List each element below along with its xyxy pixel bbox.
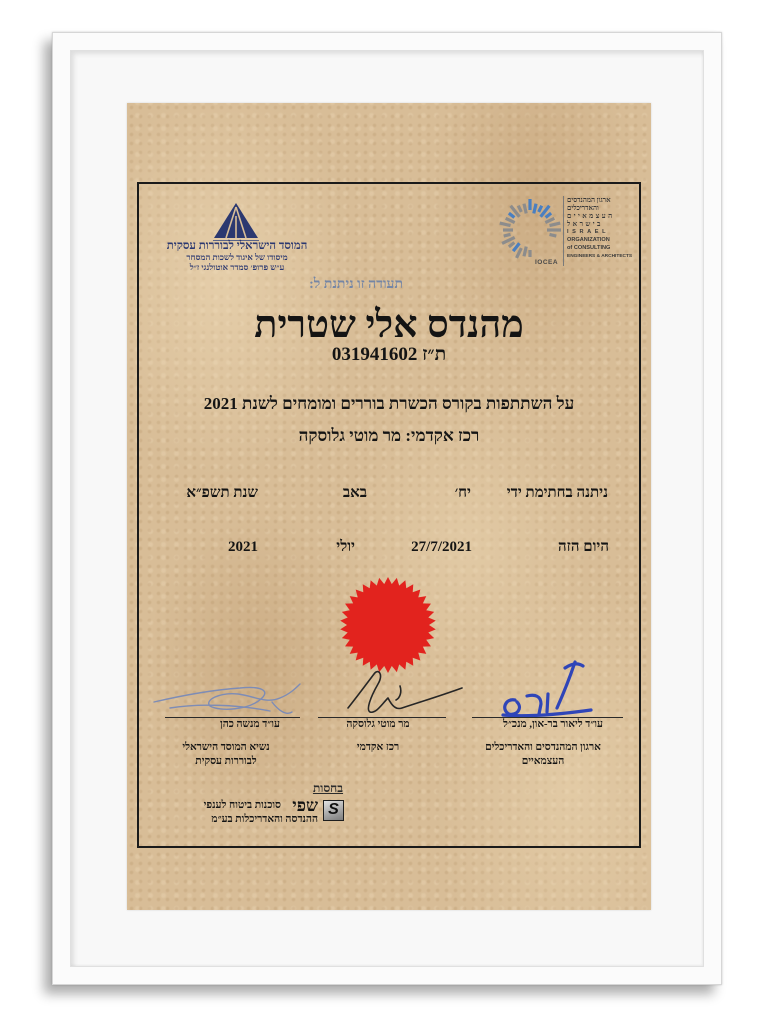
- signatory-title-line: רכז אקדמי: [356, 742, 400, 753]
- given-by-label: ניתנה בחתימת ידי: [506, 485, 608, 501]
- signatory-title-line: לבוררות עסקית: [195, 756, 257, 767]
- sponsor-description-line-2: ההנדסה והאדריכלות בע״מ: [211, 814, 318, 825]
- signatory-title-line: נשיא המוסד הישראלי: [182, 742, 270, 753]
- signatory-title-line: העצמאיים: [521, 756, 565, 767]
- ring-emblem-icon: [497, 196, 563, 266]
- certificate-intro: תעודה זו ניתנת ל:: [309, 277, 403, 292]
- signatory-title-left: [146, 741, 306, 769]
- today-label: היום הזה: [558, 539, 609, 555]
- org-line-8: ENGINEERS & ARCHITECTS: [567, 254, 633, 259]
- gregorian-date: 27/7/2021: [411, 539, 472, 555]
- sponsor-brand: שפי: [292, 796, 318, 815]
- institute-dedication-line: ע״ש פרופ׳ סמדר אוטולנגי ז״ל: [189, 262, 285, 272]
- academic-coordinator: רכז אקדמי: מר מוטי גלוסקה: [298, 426, 480, 445]
- hebrew-day: יח׳: [454, 485, 471, 501]
- org-line-5: ISRAEL: [567, 229, 610, 235]
- signature-line-left: [165, 717, 300, 718]
- org-line-2: והאדריכלים: [567, 204, 599, 212]
- s-logo-icon: S: [323, 800, 344, 821]
- hebrew-month: באב: [342, 485, 367, 501]
- org-line-7: of CONSULTING: [567, 245, 611, 251]
- logo-divider: [563, 196, 564, 266]
- organization-logo-text: [567, 196, 633, 261]
- organization-acronym: IOCEA: [535, 259, 559, 266]
- gregorian-month: יולי: [336, 539, 355, 555]
- signature-line-middle: [318, 717, 446, 718]
- signatory-title-middle: [318, 741, 438, 755]
- gregorian-year: 2021: [228, 539, 258, 555]
- recipient-name: מהנדס אלי שטרית: [254, 304, 524, 346]
- signature-right: [495, 658, 595, 720]
- signatory-name-right: עו״ד ליאור בר-און, מנכ״ל: [503, 719, 603, 730]
- recipient-id: ת״ז 031941602: [331, 344, 447, 365]
- signature-line-right: [472, 717, 623, 718]
- certificate-paper: [127, 103, 651, 910]
- sponsor-description-line-1: סוכנות ביטוח לענפי: [203, 800, 281, 811]
- signature-middle: [340, 668, 465, 718]
- org-line-1: ארגון המהנדסים: [567, 196, 611, 204]
- hebrew-year: שנת תשפ״א: [186, 485, 258, 501]
- signatory-title-line: ארגון המהנדסים והאדריכלים: [485, 742, 601, 753]
- institute-founder-line: מיסודו של איגוד לשכות המסחר: [186, 252, 288, 262]
- org-line-4: בישראל: [567, 220, 603, 228]
- seal-icon: [338, 575, 438, 675]
- institute-logo-text: [137, 240, 337, 272]
- triangle-emblem-icon: [213, 202, 259, 242]
- org-line-3: העצמאיים: [567, 212, 615, 220]
- certificate-purpose: על השתתפות בקורס הכשרת בוררים ומומחים לשנת 2021: [203, 394, 575, 413]
- signatory-title-right: [463, 741, 623, 769]
- signatory-name-left: עו״ד מנשה כהן: [220, 719, 280, 730]
- org-line-6: ORGANIZATION: [567, 237, 610, 243]
- institute-name: המוסד הישראלי לבוררות עסקית: [166, 240, 308, 252]
- signatory-name-middle: מר מוטי גלוסקה: [346, 719, 410, 730]
- sponsorship-label: בחסות: [312, 781, 344, 795]
